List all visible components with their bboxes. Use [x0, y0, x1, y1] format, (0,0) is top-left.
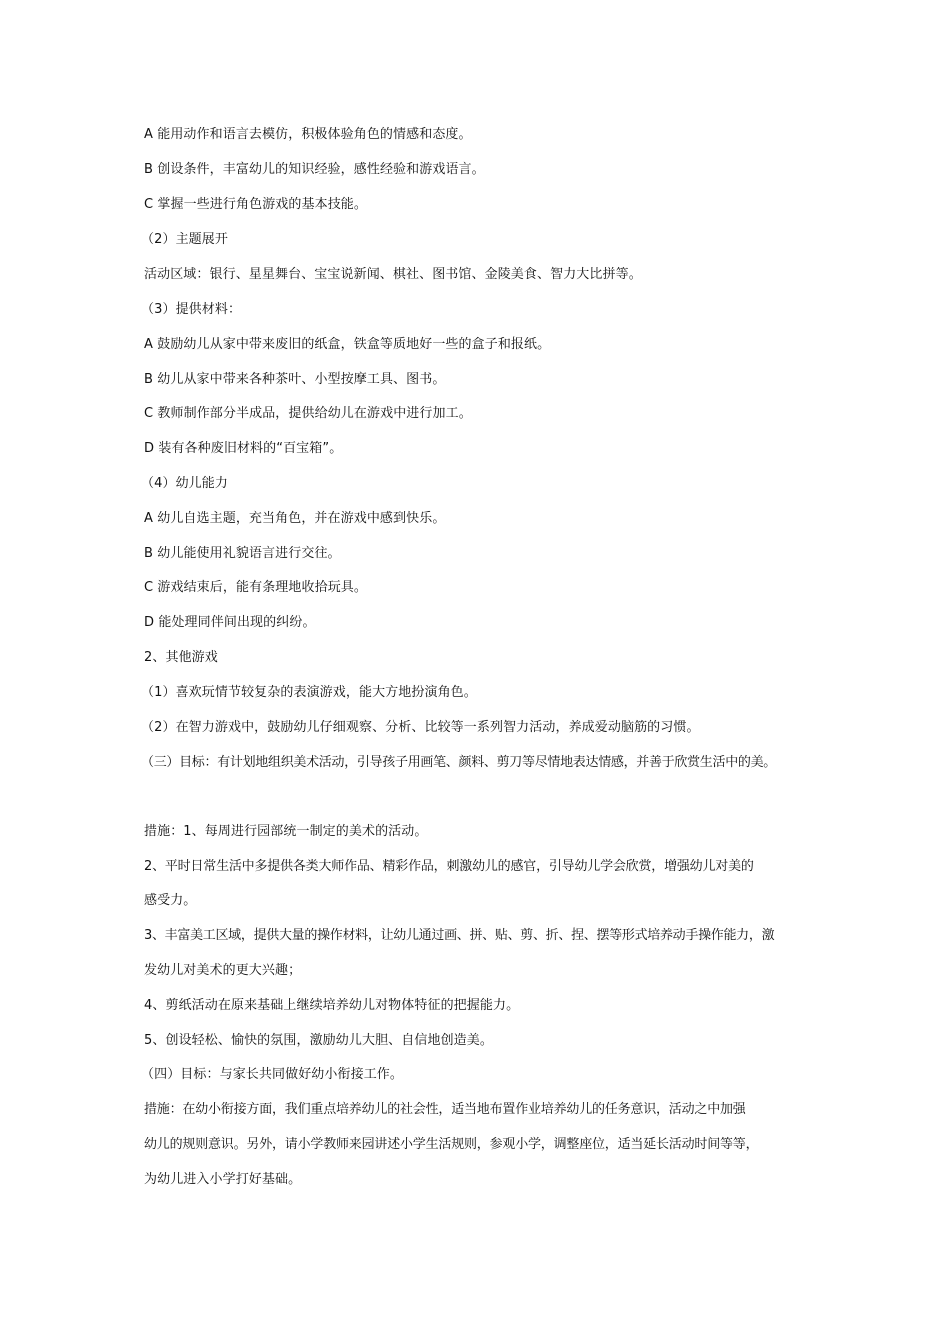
art-measure-3-line-1: 3、丰富美工区域，提供大量的操作材料，让幼儿通过画、拼、贴、剪、折、捏、摆等形式培养动手操作能力，激 — [144, 928, 775, 943]
section-heading-ability: （4）幼儿能力 — [141, 476, 228, 491]
goal-item-b: B 创设条件，丰富幼儿的知识经验，感性经验和游戏语言。 — [144, 162, 485, 177]
art-goal: （三）目标：有计划地组织美术活动，引导孩子用画笔、颜料、剪刀等尽情地表达情感，并善于欣赏生活中的美。 — [141, 755, 777, 770]
art-measure-1: 措施：1、每周进行园部统一制定的美术的活动。 — [144, 824, 428, 839]
activity-areas: 活动区域：银行、星星舞台、宝宝说新闻、棋社、图书馆、金陵美食、智力大比拼等。 — [144, 267, 642, 282]
art-measure-2-line-2: 感受力。 — [144, 893, 197, 908]
material-item-a: A 鼓励幼儿从家中带来废旧的纸盒，铁盒等质地好一些的盒子和报纸。 — [144, 337, 551, 352]
ability-item-d: D 能处理同伴间出现的纠纷。 — [144, 615, 316, 630]
art-measure-5: 5、创设轻松、愉快的氛围，激励幼儿大胆、自信地创造美。 — [144, 1033, 493, 1048]
other-game-item-1: （1）喜欢玩情节较复杂的表演游戏，能大方地扮演角色。 — [141, 685, 477, 700]
transition-measure-line-2: 幼儿的规则意识。另外，请小学教师来园讲述小学生活规则，参观小学，调整座位，适当延长活动时间等等， — [144, 1137, 759, 1152]
ability-item-a: A 幼儿自选主题，充当角色，并在游戏中感到快乐。 — [144, 511, 446, 526]
art-measure-4: 4、剪纸活动在原来基础上继续培养幼儿对物体特征的把握能力。 — [144, 998, 520, 1013]
material-item-d: D 装有各种废旧材料的“百宝箱”。 — [144, 441, 343, 456]
ability-item-c: C 游戏结束后，能有条理地收拾玩具。 — [144, 580, 368, 595]
section-heading-materials: （3）提供材料： — [141, 302, 242, 317]
material-item-c: C 教师制作部分半成品，提供给幼儿在游戏中进行加工。 — [144, 406, 472, 421]
section-heading-theme: （2）主题展开 — [141, 232, 228, 247]
art-measure-3-line-2: 发幼儿对美术的更大兴趣； — [144, 963, 302, 978]
goal-item-a: A 能用动作和语言去模仿，积极体验角色的情感和态度。 — [144, 127, 472, 142]
other-game-item-2: （2）在智力游戏中，鼓励幼儿仔细观察、分析、比较等一系列智力活动，养成爱动脑筋的习惯。 — [141, 720, 700, 735]
material-item-b: B 幼儿从家中带来各种茶叶、小型按摩工具、图书。 — [144, 372, 446, 387]
transition-measure-line-1: 措施：在幼小衔接方面，我们重点培养幼儿的社会性，适当地布置作业培养幼儿的任务意识，活动之中加强 — [144, 1102, 746, 1117]
goal-item-c: C 掌握一些进行角色游戏的基本技能。 — [144, 197, 368, 212]
section-heading-other-games: 2、其他游戏 — [144, 650, 218, 665]
transition-goal: （四）目标：与家长共同做好幼小衔接工作。 — [141, 1067, 404, 1082]
transition-measure-line-3: 为幼儿进入小学打好基础。 — [144, 1172, 302, 1187]
art-measure-2-line-1: 2、平时日常生活中多提供各类大师作品、精彩作品，刺激幼儿的感官，引导幼儿学会欣赏，增强幼儿对美的 — [144, 859, 754, 874]
ability-item-b: B 幼儿能使用礼貌语言进行交往。 — [144, 546, 341, 561]
